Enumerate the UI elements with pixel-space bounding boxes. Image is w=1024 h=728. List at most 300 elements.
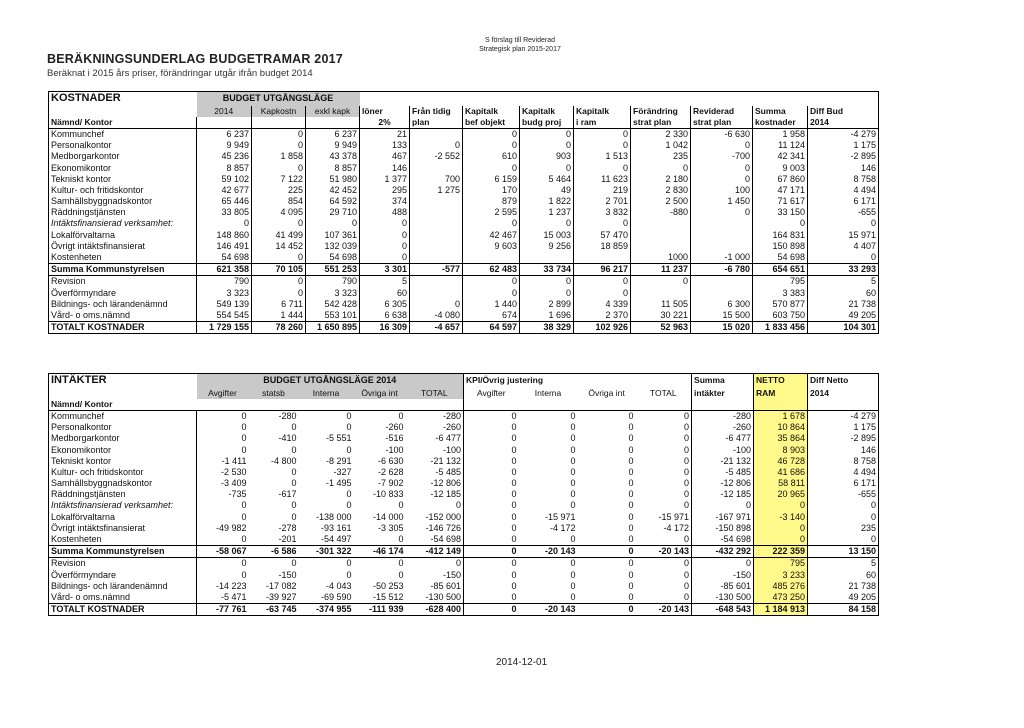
- cell-value: 0: [464, 523, 519, 534]
- cell-value: [410, 241, 463, 252]
- cell-value: [410, 252, 463, 264]
- cell-value: 0: [464, 478, 519, 489]
- table-row-revision: [49, 276, 879, 288]
- col-summa-sub: kostnader: [753, 117, 808, 129]
- cell-value: -100: [692, 444, 754, 455]
- cell-value: 0: [346, 489, 352, 500]
- cell-value: 0: [252, 128, 306, 140]
- cell-value: [574, 252, 631, 264]
- cell-value: 21 738: [808, 299, 879, 310]
- cell-value: 54 698: [753, 252, 808, 264]
- table-row-samhallsbyggnadskontor: [49, 196, 879, 207]
- cell-value: 0: [252, 218, 306, 229]
- cell-value: 0: [464, 422, 519, 433]
- table-row-overformyndare: [49, 570, 879, 581]
- cell-value: 51 980: [306, 174, 360, 185]
- cell-value: 0: [570, 455, 576, 466]
- cell-value: 150 898: [753, 241, 808, 252]
- row-label: Räddningstjänsten: [51, 489, 126, 500]
- cell-value: 6 300: [691, 299, 753, 310]
- cell-value: -617: [278, 489, 297, 500]
- cell-value: -20 143: [636, 546, 692, 558]
- cell-value: 6 305: [360, 299, 410, 310]
- cell-value: 10 864: [754, 422, 808, 433]
- cell-value: 11 237: [631, 264, 691, 276]
- cell-value: 0: [464, 558, 519, 570]
- band-col-kapkostn: Kapkostn: [252, 106, 306, 117]
- cell-value: 33 805: [197, 207, 252, 218]
- cell-value: 42 452: [306, 185, 360, 196]
- cell-value: 54 698: [306, 252, 360, 264]
- cell-value: -93 161: [320, 522, 352, 533]
- cell-value: 13 150: [808, 546, 879, 558]
- cell-value: 62 483: [463, 264, 520, 276]
- cell-value: 0: [464, 592, 519, 604]
- cell-value: 0: [252, 288, 306, 299]
- cell-value: 1 237: [520, 207, 574, 218]
- cell-value: -880: [631, 207, 691, 218]
- sub-col-avgifter: Avgifter: [197, 388, 249, 399]
- cell-value: 0: [464, 410, 519, 422]
- cell-value: -280: [692, 410, 754, 422]
- cell-value: -648 543: [692, 604, 754, 616]
- cell-value: 0: [197, 422, 249, 433]
- cell-value: [410, 196, 463, 207]
- cell-value: 0: [464, 467, 519, 478]
- cell-value: [410, 128, 463, 140]
- cell-value: 104 301: [808, 322, 879, 334]
- document-title: BERÄKNINGSUNDERLAG BUDGETRAMAR 2017: [47, 52, 343, 66]
- cell-value: 1 958: [753, 128, 808, 140]
- cell-value: 1 440: [463, 299, 520, 310]
- cell-value: 9 003: [753, 162, 808, 173]
- cell-value: 0: [354, 410, 406, 422]
- cell-value: -49 982: [197, 523, 249, 534]
- cell-value: 148 860: [197, 230, 252, 241]
- cell-value: 42 467: [463, 230, 520, 241]
- table-row-bildnings-och-larandenamnd: [49, 299, 879, 310]
- cell-value: 133: [360, 140, 410, 151]
- cell-value: 0: [631, 162, 691, 173]
- cell-value: 0: [692, 558, 754, 570]
- cell-value: 0: [197, 512, 249, 523]
- table-row-kultur-och-fritidskontor: [49, 467, 879, 478]
- cell-value: -130 500: [425, 591, 462, 602]
- cell-value: 3 233: [754, 570, 808, 581]
- cell-value: 65 446: [197, 196, 252, 207]
- table-row-kostenheten: [49, 252, 879, 264]
- cell-value: 0: [691, 174, 753, 185]
- cell-value: 0: [464, 456, 519, 467]
- row-label: Övrigt intäktsfinansierat: [51, 522, 146, 533]
- cell-value: 0: [291, 422, 297, 433]
- cell-value: [463, 252, 520, 264]
- nmd-kontor-label-int: Nämnd/ Kontor: [51, 398, 113, 409]
- cell-value: -412 149: [406, 546, 464, 558]
- row-label: Intäktsfinansierad verksamhet:: [51, 218, 174, 229]
- row-label: Ekonomikontor: [51, 162, 112, 173]
- table-row-tekniskt-kontor: [49, 174, 879, 185]
- cell-value: 58 811: [754, 478, 808, 489]
- cell-value: -150: [692, 570, 754, 581]
- cell-value: [691, 230, 753, 241]
- col-summa-intakter: Summa: [692, 374, 754, 388]
- cell-value: -20 143: [519, 546, 578, 558]
- cell-value: 0: [354, 558, 406, 570]
- col-loner-sub: 2%: [360, 117, 410, 129]
- cell-value: -1 411: [197, 456, 249, 467]
- table-row-kommunchef: [49, 128, 879, 140]
- cell-value: 6 638: [360, 310, 410, 322]
- cell-value: 0: [456, 500, 462, 511]
- cell-value: -21 132: [430, 455, 462, 466]
- cell-value: 795: [754, 558, 808, 570]
- cell-value: 0: [520, 140, 574, 151]
- table-row-kultur-och-fritidskontor: [49, 185, 879, 196]
- cell-value: 0: [570, 478, 576, 489]
- cell-value: 30 221: [631, 310, 691, 322]
- band-col-2014: 2014: [197, 106, 252, 117]
- cell-value: 0: [628, 444, 634, 455]
- cell-value: [410, 288, 463, 299]
- cell-value: -14 223: [197, 581, 249, 592]
- cell-value: 84 158: [808, 604, 879, 616]
- cell-value: 2 500: [631, 196, 691, 207]
- table-row-personalkontor: [49, 422, 879, 433]
- cell-value: 0: [346, 444, 352, 455]
- table-row-raddningstjansten: [49, 207, 879, 218]
- row-label: Bildnings- och lärandenämnd: [51, 298, 168, 309]
- cell-value: -432 292: [692, 546, 754, 558]
- col-summa-intakter-sub: intäkter: [692, 388, 754, 399]
- cell-value: 0: [628, 591, 634, 602]
- row-label: Ekonomikontor: [51, 444, 112, 455]
- cell-value: -12 806: [430, 478, 462, 489]
- cell-value: -152 000: [425, 511, 462, 522]
- cell-value: 219: [574, 185, 631, 196]
- col-forandring-sub: strat plan: [631, 117, 691, 129]
- cell-value: -2 552: [410, 151, 463, 162]
- cell-value: 0: [463, 218, 520, 229]
- intakter-section-label: INTÄKTER: [51, 374, 107, 387]
- cell-value: 0: [197, 534, 249, 546]
- cell-value: -6 477: [435, 433, 462, 444]
- cell-value: 42 677: [197, 185, 252, 196]
- cell-value: -260: [692, 422, 754, 433]
- cell-value: 45 236: [197, 151, 252, 162]
- kostnader-table: [48, 91, 879, 334]
- kpi-ovrig-justering: KPI/Övrig justering: [464, 374, 692, 388]
- cell-value: 47 171: [753, 185, 808, 196]
- cell-value: 1 696: [520, 310, 574, 322]
- cell-value: -15 971: [658, 511, 690, 522]
- row-label: Kommunchef: [49, 410, 197, 422]
- cell-value: 0: [291, 444, 297, 455]
- cell-value: 0: [252, 140, 306, 151]
- cell-value: 1 175: [808, 422, 879, 433]
- cell-value: 0: [570, 569, 576, 580]
- row-label: Kultur- och fritidskontor: [51, 184, 144, 195]
- plan-note-line1: S förslag till Reviderad: [484, 37, 556, 44]
- cell-value: -58 067: [197, 546, 249, 558]
- cell-value: 700: [410, 174, 463, 185]
- cell-value: 0: [464, 444, 519, 455]
- cell-value: 0: [578, 604, 636, 616]
- row-label: Överförmyndare: [51, 569, 117, 580]
- cell-value: -6 630: [691, 128, 753, 140]
- cell-value: 0: [249, 558, 299, 570]
- cell-value: 0: [463, 128, 520, 140]
- cell-value: -4 657: [410, 322, 463, 334]
- cell-value: -146 726: [425, 522, 462, 533]
- row-label: Medborgarkontor: [51, 151, 120, 162]
- cell-value: 0: [570, 580, 576, 591]
- cell-value: 0: [519, 558, 578, 570]
- cell-value: 3 323: [197, 288, 252, 299]
- col-netto: NETTO: [754, 374, 808, 388]
- sub-col-kpi-avgifter: Avgifter: [464, 388, 519, 399]
- cell-value: 0: [691, 207, 753, 218]
- cell-value: 9 949: [306, 140, 360, 151]
- cell-value: 43 378: [306, 151, 360, 162]
- cell-value: 0: [631, 276, 691, 288]
- cell-value: -21 132: [692, 456, 754, 467]
- table-row-raddningstjansten: [49, 489, 879, 500]
- col-diff-netto: Diff Netto: [808, 374, 879, 388]
- cell-value: [631, 218, 691, 229]
- cell-value: -8 291: [325, 455, 352, 466]
- col-fran-tidig: Från tidig: [410, 106, 463, 117]
- cell-value: 15 971: [808, 230, 879, 241]
- cell-value: -4 800: [270, 455, 297, 466]
- cell-value: 0: [520, 218, 574, 229]
- cell-value: -2 895: [808, 433, 879, 444]
- row-label: Personalkontor: [51, 140, 112, 151]
- cell-value: -50 253: [372, 580, 404, 591]
- cell-value: -17 082: [265, 580, 297, 591]
- row-label: Räddningstjänsten: [51, 207, 126, 218]
- cell-value: 0: [628, 455, 634, 466]
- cell-value: 0: [570, 444, 576, 455]
- cell-value: 0: [684, 433, 690, 444]
- budget-utgangslage-2014-band: BUDGET UTGÅNGSLÄGE 2014: [197, 374, 464, 388]
- cell-value: [691, 241, 753, 252]
- cell-value: 0: [360, 252, 410, 264]
- cell-value: 2 899: [520, 299, 574, 310]
- cell-value: 795: [753, 276, 808, 288]
- intakter-table: [48, 373, 879, 616]
- cell-value: -4 172: [550, 522, 576, 533]
- cell-value: 8 903: [754, 444, 808, 455]
- cell-value: [691, 276, 753, 288]
- cell-value: 0: [684, 444, 690, 455]
- cell-value: 4 339: [574, 299, 631, 310]
- table-row-overformyndare: [49, 288, 879, 299]
- cell-value: 42 341: [753, 151, 808, 162]
- cell-value: 11 623: [574, 174, 631, 185]
- cell-value: 46 728: [754, 456, 808, 467]
- cell-value: -4 080: [410, 310, 463, 322]
- cell-value: 0: [360, 230, 410, 241]
- cell-value: 610: [463, 151, 520, 162]
- cell-value: 0: [299, 410, 354, 422]
- cell-value: 0: [463, 140, 520, 151]
- kostnader-section-label: KOSTNADER: [51, 92, 121, 105]
- cell-value: 38 329: [520, 322, 574, 334]
- cell-value: -54 497: [320, 534, 352, 545]
- cell-value: 0: [628, 478, 634, 489]
- cell-value: 6 171: [808, 196, 879, 207]
- cell-value: 0: [684, 478, 690, 489]
- cell-value: 0: [197, 218, 252, 229]
- col-reviderad-sub: strat plan: [691, 117, 753, 129]
- cell-value: -6 780: [691, 264, 753, 276]
- row-label: Tekniskt kontor: [51, 173, 112, 184]
- cell-value: 60: [360, 288, 410, 299]
- cell-value: 2 830: [631, 185, 691, 196]
- cell-value: 0: [628, 580, 634, 591]
- cell-value: -39 927: [265, 591, 297, 602]
- cell-value: 0: [691, 140, 753, 151]
- table-row-samhallsbyggnadskontor: [49, 478, 879, 489]
- sub-col-kpi-interna: Interna: [534, 387, 562, 398]
- cell-value: 0: [684, 455, 690, 466]
- cell-value: 854: [252, 196, 306, 207]
- cell-value: -111 939: [354, 604, 406, 616]
- cell-value: -2 628: [377, 466, 404, 477]
- cell-value: 0: [628, 433, 634, 444]
- cell-value: 0: [398, 534, 404, 545]
- cell-value: 20 965: [754, 489, 808, 500]
- cell-value: 235: [808, 523, 879, 534]
- cell-value: 0: [628, 500, 634, 511]
- table-row-medborgarkontor: [49, 151, 879, 162]
- col-diff-bud-sub: 2014: [808, 117, 879, 129]
- cell-value: 0: [464, 546, 519, 558]
- cell-value: 0: [628, 511, 634, 522]
- cell-value: -5 485: [692, 467, 754, 478]
- cell-value: 8 758: [808, 174, 879, 185]
- cell-value: 70 105: [252, 264, 306, 276]
- cell-value: -15 971: [545, 511, 576, 522]
- cell-value: 0: [252, 276, 306, 288]
- cell-value: 1 678: [754, 410, 808, 422]
- row-label: Kostenheten: [51, 252, 102, 263]
- cell-value: -54 698: [430, 534, 462, 545]
- cell-value: 2 701: [574, 196, 631, 207]
- cell-value: 0: [464, 534, 519, 546]
- cell-value: [410, 162, 463, 173]
- sub-col-kpi-ovriga-int: Övriga int: [588, 387, 625, 398]
- cell-value: 0: [574, 218, 631, 229]
- table-row-kostenheten: [49, 534, 879, 546]
- cell-value: -6 477: [692, 433, 754, 444]
- cell-value: -12 185: [692, 489, 754, 500]
- cell-value: 1 450: [691, 196, 753, 207]
- cell-value: -7 902: [377, 478, 404, 489]
- cell-value: -410: [278, 433, 297, 444]
- sub-col-statsb: statsb: [249, 388, 299, 399]
- cell-value: 0: [463, 276, 520, 288]
- cell-value: 0: [346, 422, 352, 433]
- cell-value: 0: [398, 500, 404, 511]
- cell-value: 35 864: [754, 433, 808, 444]
- cell-value: -20 143: [636, 604, 692, 616]
- row-label: Lokalförvaltarna: [51, 229, 116, 240]
- cell-value: 0: [291, 511, 297, 522]
- cell-value: [631, 288, 691, 299]
- row-label: Tekniskt kontor: [51, 455, 112, 466]
- table-row-personalkontor: [49, 140, 879, 151]
- cell-value: 2 595: [463, 207, 520, 218]
- cell-value: 0: [628, 489, 634, 500]
- cell-value: 52 963: [631, 322, 691, 334]
- cell-value: -150: [443, 569, 462, 580]
- row-label: Vård- o oms.nämnd: [51, 309, 131, 320]
- cell-value: 0: [684, 591, 690, 602]
- row-label: Bildnings- och lärandenämnd: [51, 580, 168, 591]
- cell-value: 11 124: [753, 140, 808, 151]
- cell-value: [631, 241, 691, 252]
- cell-value: -85 601: [692, 581, 754, 592]
- nmd-kontor-label: Nämnd/ Kontor: [51, 116, 113, 127]
- cell-value: 0: [197, 444, 249, 455]
- cell-value: 14 452: [252, 241, 306, 252]
- cell-value: -130 500: [692, 592, 754, 604]
- sub-col-kpi-total: TOTAL: [649, 387, 677, 398]
- cell-value: 551 253: [306, 264, 360, 276]
- cell-value: 0: [628, 569, 634, 580]
- col-summa: Summa: [753, 106, 808, 117]
- col-diff-bud: Diff Bud: [808, 106, 879, 117]
- cell-value: 102 926: [574, 322, 631, 334]
- cell-value: -655: [808, 207, 879, 218]
- cell-value: 1 833 456: [753, 322, 808, 334]
- cell-value: 0: [463, 162, 520, 173]
- col-reviderad: Reviderad: [691, 106, 753, 117]
- table-row-lokalforvaltarna: [49, 512, 879, 523]
- cell-value: -5 485: [435, 466, 462, 477]
- cell-value: -374 955: [299, 604, 354, 616]
- cell-value: [410, 230, 463, 241]
- sub-col-interna: Interna: [299, 388, 354, 399]
- cell-value: 0: [684, 489, 690, 500]
- cell-value: 1 377: [360, 174, 410, 185]
- cell-value: 8 857: [306, 162, 360, 173]
- cell-value: 6 171: [808, 478, 879, 489]
- cell-value: 49: [520, 185, 574, 196]
- cell-value: 0: [574, 140, 631, 151]
- cell-value: 0: [570, 591, 576, 602]
- cell-value: 1 513: [574, 151, 631, 162]
- cell-value: 49 205: [808, 592, 879, 604]
- cell-value: 0: [299, 558, 354, 570]
- cell-value: 9 256: [520, 241, 574, 252]
- cell-value: [410, 276, 463, 288]
- table-row-ekonomikontor: [49, 444, 879, 455]
- cell-value: 0: [291, 500, 297, 511]
- cell-value: 146: [808, 444, 879, 455]
- cell-value: 1 858: [252, 151, 306, 162]
- cell-value: 78 260: [252, 322, 306, 334]
- band-col-exkl-kapk: exkl kapk: [306, 106, 360, 117]
- cell-value: 0: [464, 489, 519, 500]
- row-label: Summa Kommunstyrelsen: [49, 264, 197, 276]
- cell-value: 0: [808, 252, 879, 264]
- row-label: TOTALT KOSTNADER: [49, 322, 197, 334]
- cell-value: 1 729 155: [197, 322, 252, 334]
- cell-value: -260: [443, 422, 462, 433]
